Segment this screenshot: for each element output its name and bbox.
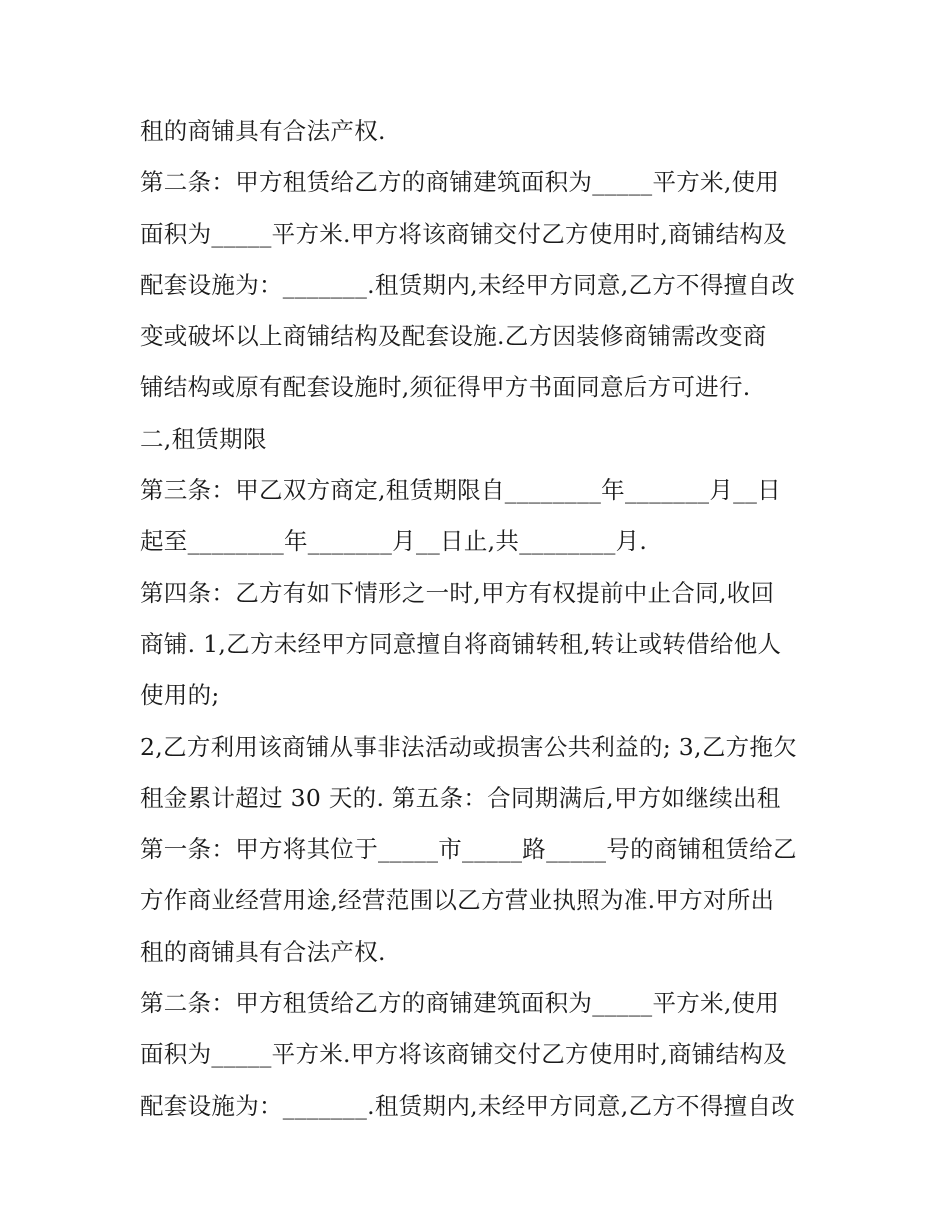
- text-line: 第三条：甲乙双方商定,租赁期限自________年_______月__日: [140, 476, 782, 505]
- text-line: 配套设施为：_______.租赁期内,未经甲方同意,乙方不得擅自改: [140, 1091, 796, 1120]
- text-line: 起至________年_______月__日止,共________月.: [140, 527, 648, 556]
- text-line: 第二条：甲方租赁给乙方的商铺建筑面积为_____平方米,使用: [140, 168, 780, 197]
- text-line: 面积为_____平方米.甲方将该商铺交付乙方使用时,商铺结构及: [140, 1040, 787, 1069]
- document-body: [140, 106, 820, 1132]
- text-line: 第一条：甲方将其位于_____市_____路_____号的商铺租赁给乙: [140, 835, 797, 864]
- text-line: 变或破坏以上商铺结构及配套设施.乙方因装修商铺需改变商: [140, 322, 767, 351]
- text-line: 租的商铺具有合法产权.: [140, 117, 386, 145]
- text-line: 2,乙方利用该商铺从事非法活动或损害公共利益的; 3,乙方拖欠: [140, 732, 798, 761]
- text-line: 铺结构或原有配套设施时,须征得甲方书面同意后方可进行.: [140, 373, 751, 402]
- text-line: 使用的;: [140, 681, 220, 710]
- text-line: 商铺. 1,乙方未经甲方同意擅自将商铺转租,转让或转借给他人: [140, 629, 782, 658]
- text-line: 方作商业经营用途,经营范围以乙方营业执照为准.甲方对所出: [140, 886, 775, 915]
- text-line: 面积为_____平方米.甲方将该商铺交付乙方使用时,商铺结构及: [140, 219, 787, 248]
- text-line: 租的商铺具有合法产权.: [140, 937, 386, 966]
- text-line: 配套设施为：_______.租赁期内,未经甲方同意,乙方不得擅自改: [140, 270, 796, 299]
- text-line: 第二条：甲方租赁给乙方的商铺建筑面积为_____平方米,使用: [140, 989, 780, 1018]
- text-line: 第四条：乙方有如下情形之一时,甲方有权提前中止合同,收回: [140, 578, 775, 607]
- text-line: 租金累计超过 30 天的. 第五条：合同期满后,甲方如继续出租: [140, 783, 781, 812]
- section-heading: 二,租赁期限: [140, 424, 267, 453]
